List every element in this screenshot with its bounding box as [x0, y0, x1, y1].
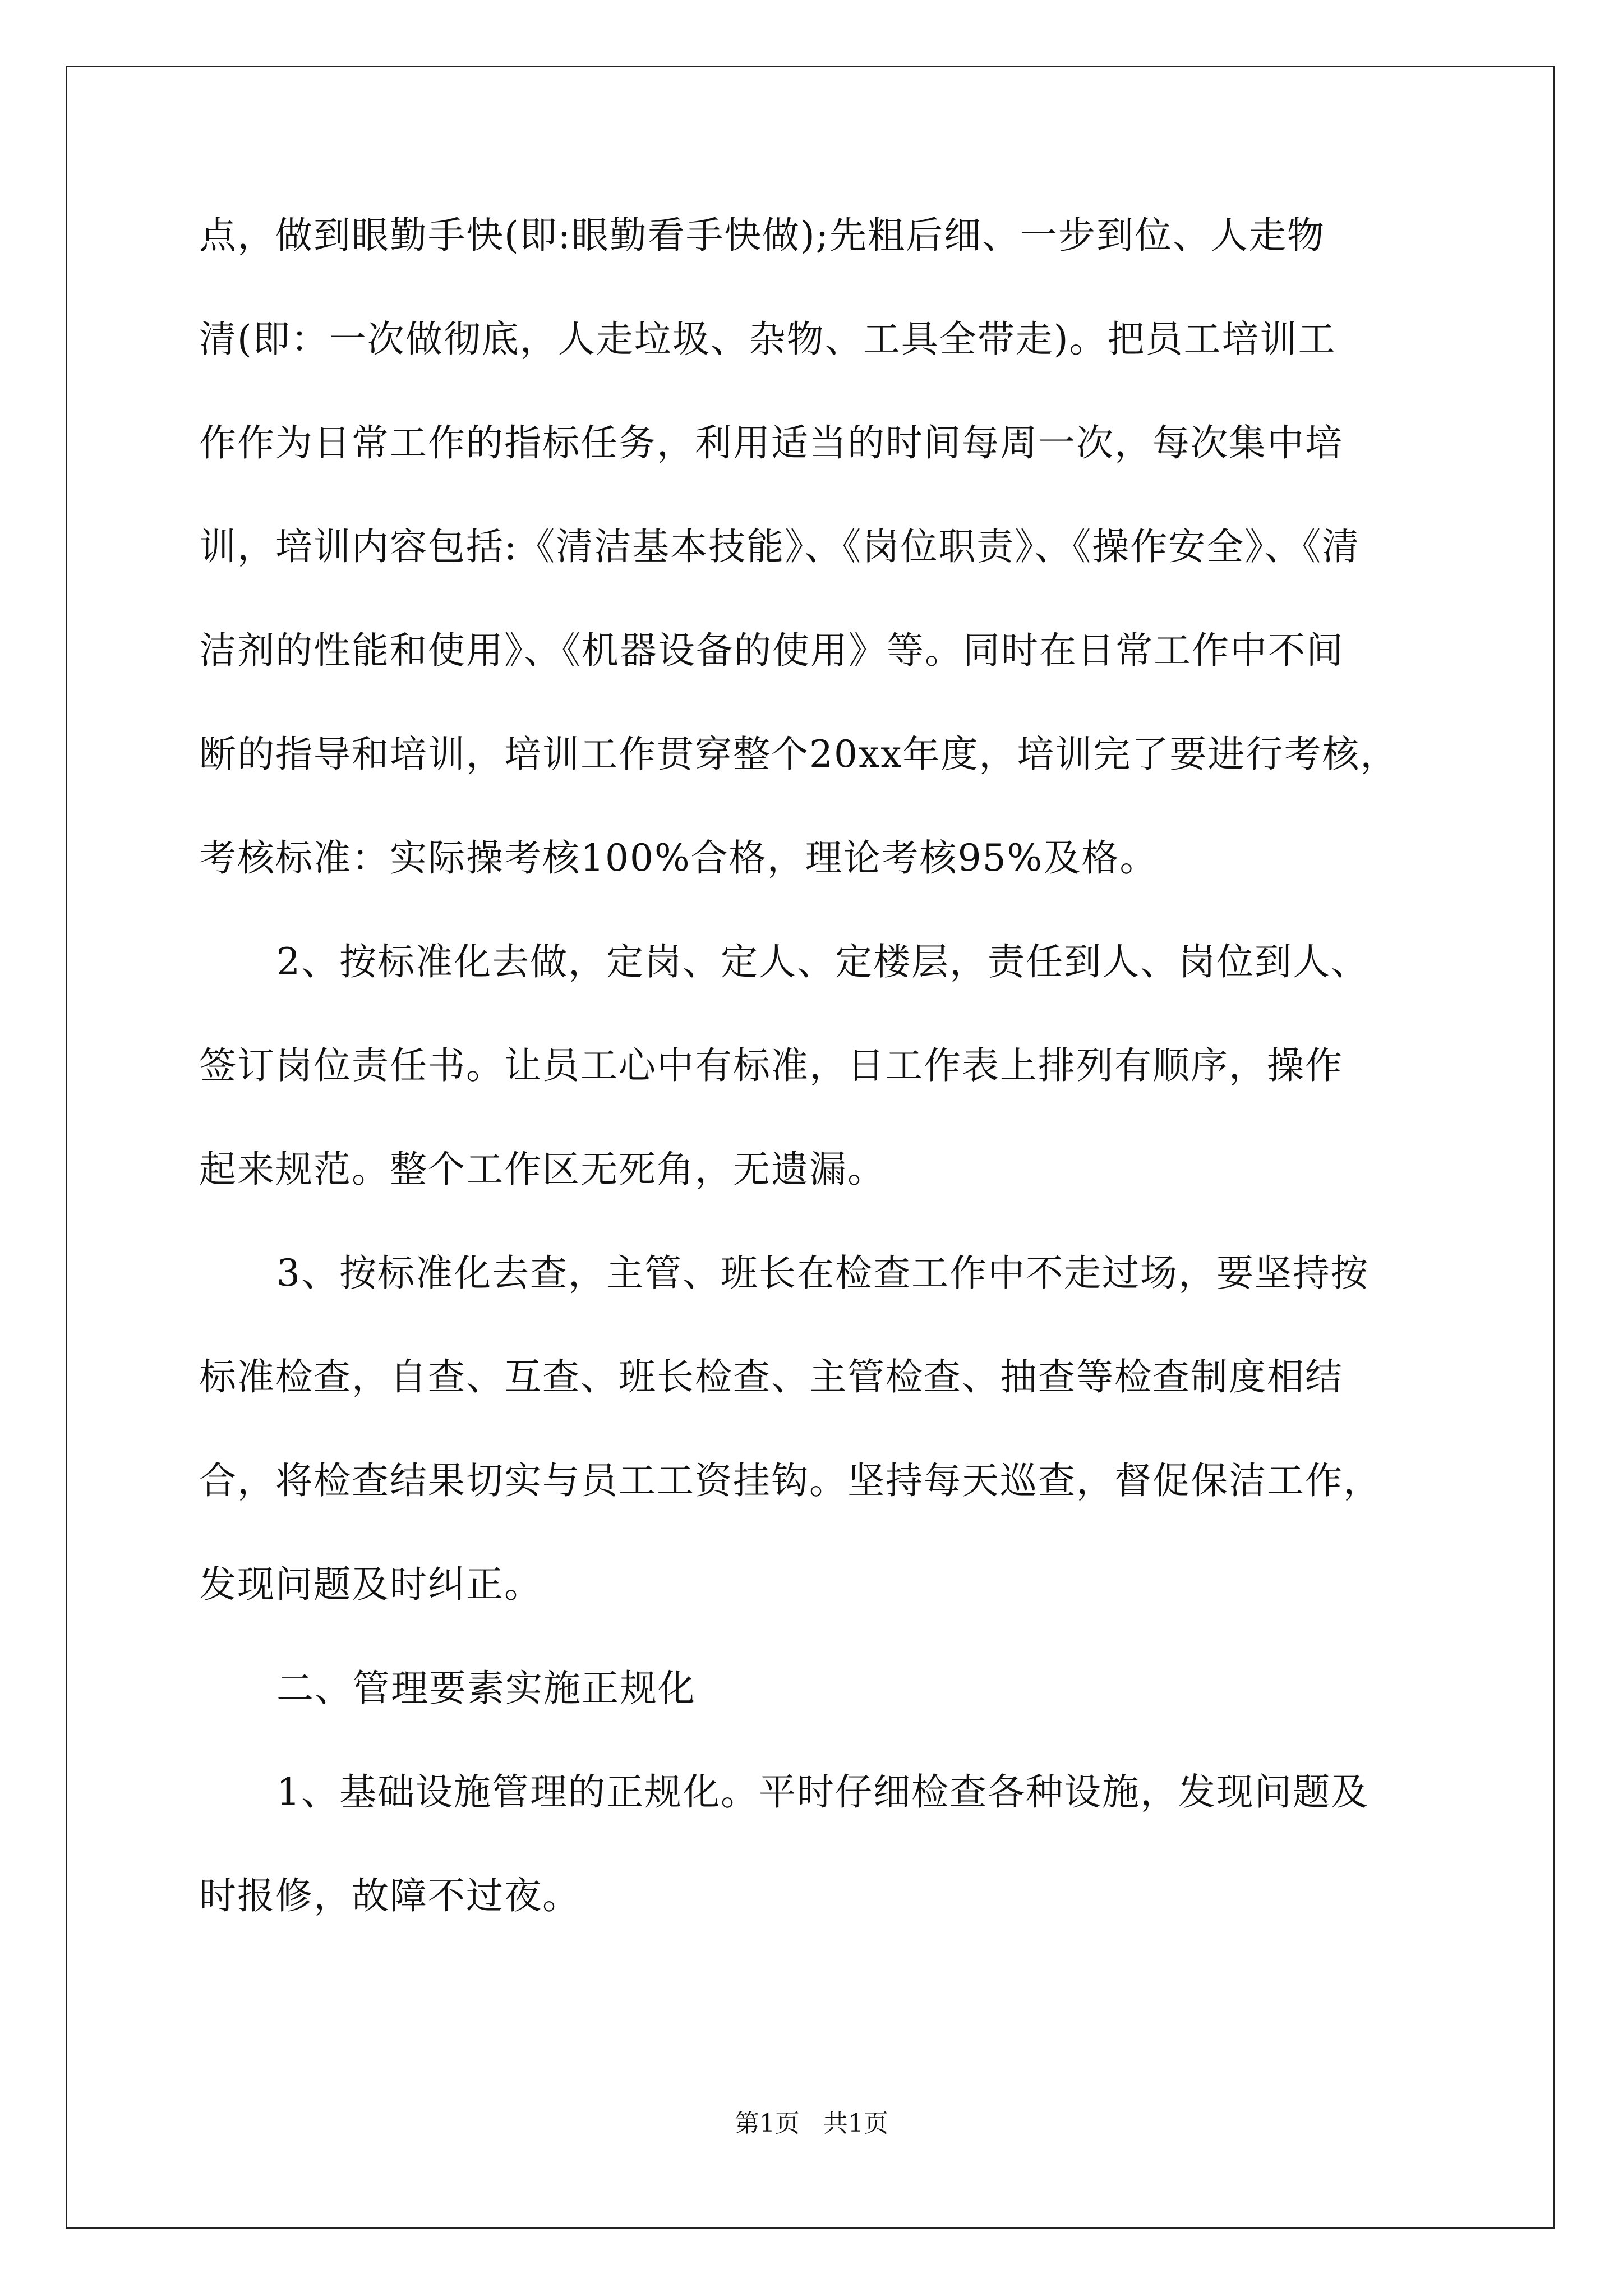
text-line: 发现问题及时纠正。 — [199, 1563, 542, 1606]
text-line: 点，做到眼勤手快(即:眼勤看手快做);先粗后细、一步到位、人走物 — [199, 214, 1325, 257]
paragraph-start-line: 1、基础设施管理的正规化。平时仔细检查各种设施，发现问题及 — [276, 1770, 1369, 1814]
text-line: 合，将检查结果切实与员工工资挂钩。坚持每天巡查，督促保洁工作， — [199, 1459, 1381, 1502]
text-line: 清(即：一次做彻底，人走垃圾、杂物、工具全带走)。把员工培训工 — [199, 318, 1336, 361]
text-line: 时报修，故障不过夜。 — [199, 1874, 580, 1917]
text-line: 洁剂的性能和使用》、《机器设备的使用》等。同时在日常工作中不间 — [199, 629, 1344, 672]
text-line: 签订岗位责任书。让员工心中有标准，日工作表上排列有顺序，操作 — [199, 1044, 1343, 1087]
page-number-footer: 第1页 共1页 — [735, 2109, 888, 2138]
text-line: 起来规范。整个工作区无死角，无遗漏。 — [199, 1148, 886, 1191]
section-heading: 二、管理要素实施正规化 — [276, 1667, 696, 1710]
text-line: 考核标准：实际操考核100%合格，理论考核95%及格。 — [199, 836, 1158, 880]
paragraph-start-line: 3、按标准化去查，主管、班长在检查工作中不走过场，要坚持按 — [276, 1251, 1369, 1295]
text-line: 断的指导和培训，培训工作贯穿整个20xx年度，培训完了要进行考核， — [199, 733, 1399, 776]
text-line: 训，培训内容包括:《清洁基本技能》、《岗位职责》、《操作安全》、《清 — [199, 525, 1361, 568]
paragraph-start-line: 2、按标准化去做，定岗、定人、定楼层，责任到人、岗位到人、 — [276, 940, 1369, 983]
text-line: 作作为日常工作的指标任务，利用适当的时间每周一次，每次集中培 — [199, 421, 1343, 464]
text-line: 标准检查，自查、互查、班长检查、主管检查、抽查等检查制度相结 — [199, 1355, 1343, 1398]
